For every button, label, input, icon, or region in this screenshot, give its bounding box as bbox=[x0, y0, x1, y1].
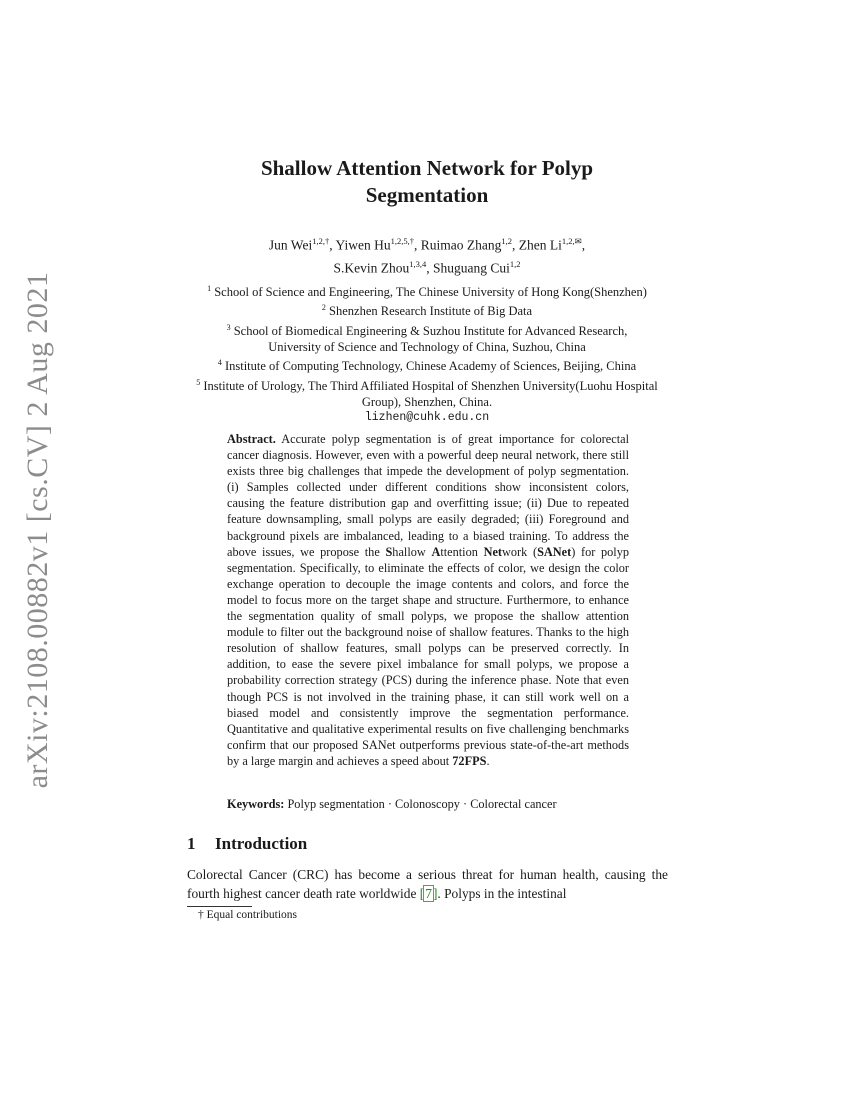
footnote: † Equal contributions bbox=[198, 909, 298, 921]
intro-text: . Polyps in the intestinal bbox=[437, 886, 567, 901]
introduction-paragraph: Colorectal Cancer (CRC) has become a serious threat for human health, causing the fourth highest cancer death rate worldwide [7]. Polyps in the intestinal bbox=[187, 867, 668, 901]
keywords-text: Polyp segmentation · Colonoscopy · Colorectal cancer bbox=[287, 797, 557, 811]
model-name-letter: S bbox=[385, 544, 393, 559]
abstract-text: Accurate polyp segmentation is of great importance for colorectal cancer diagnosis. However, even with a powerful deep neural network, there still exists three big challenges that impede the development of polyp segmentation. (i) Samples collected under different conditions show inconsistent colors, causing the feature distribution gap and overfitting issue; (ii) Due to repeated feature downsampling, small polyps are easily degraded; (iii) Foreground and background pixels are imbalanced, leading to a biased training. To address the above issues, we propose the bbox=[227, 432, 629, 559]
arxiv-identifier-stamp: arXiv:2108.00882v1 [cs.CV] 2 Aug 2021 bbox=[21, 271, 54, 789]
footnote-divider bbox=[187, 906, 252, 907]
affiliation-number: 4 bbox=[217, 358, 222, 368]
speed-value: 72FPS bbox=[452, 753, 487, 768]
affiliation-text: Institute of Computing Technology, Chinese Academy of Sciences, Beijing, China bbox=[224, 359, 637, 374]
affiliation-item bbox=[180, 320, 674, 356]
author-name: Shuguang Cui bbox=[432, 260, 510, 275]
affiliation-item bbox=[180, 355, 674, 374]
author-list: Jun Wei$^{1,2,\dagger}$, Yiwen $Hu^{1,2,5,\dagger}$, Ruimao Zhang$^{1,2}$, Zhen $Li^{1,2,✉}$, S.Kevin Zhou$^{1,3,4}$, Shuguang Cui$^{1,2}$ bbox=[268, 236, 586, 275]
contact-email: lizhen@cuhk.edu.cn bbox=[364, 411, 490, 425]
abstract-text: ) for polyp segmentation. Specifically, to eliminate the effects of color, we design the color exchange operation to decouple the image contents and colors, and force the model to focus more on the target shape and structure. Furthermore, to enhance the segmentation quality of small polyps, we propose the shallow attention module to filter out the background noise of shallow features. Thanks to the high resolution of shallow features, small polyps can be preserved correctly. In addition, to ease the severe pixel imbalance for small polyps, we propose a probability correction strategy (PCS) during the inference phase. Note that even though PCS is not involved in the training phase, it can still work well on a biased model and consistently improve the segmentation performance. Quantitative and qualitative experimental results on five challenging benchmarks confirm that our proposed SANet outperforms previous state-of-the-art methods by a large margin and achieves a speed about bbox=[227, 544, 629, 768]
citation-link[interactable]: 7 bbox=[425, 886, 432, 901]
author-name: S.Kevin Zhou bbox=[333, 260, 410, 275]
paper-title: Shallow Attention Network for Polyp Segmentation bbox=[260, 156, 594, 207]
keywords-label: Keywords: bbox=[227, 797, 285, 811]
abstract-end: . bbox=[486, 753, 490, 768]
model-name-part: work ( bbox=[502, 544, 538, 559]
affiliation-list bbox=[180, 281, 674, 426]
affiliation-text: Institute of Urology, The Third Affiliated Hospital of Shenzhen University(Luohu Hospital Group), Shenzhen, China. bbox=[203, 378, 658, 409]
model-name-letter: A bbox=[431, 544, 441, 559]
affiliation-text: School of Science and Engineering, The Chinese University of Hong Kong(Shenzhen) bbox=[214, 285, 647, 300]
author-name: Zhen Li bbox=[518, 237, 562, 253]
affiliation-item bbox=[180, 281, 674, 300]
author-affiliation-marks: 1,2,✉ bbox=[561, 236, 582, 246]
intro-text: Colorectal Cancer (CRC) has become a serious threat for human health, causing the fourth highest cancer death rate worldwide bbox=[187, 867, 668, 901]
affiliation-item bbox=[180, 375, 674, 411]
author-name: Jun Wei bbox=[268, 237, 313, 253]
affiliation-text: Shenzhen Research Institute of Big Data bbox=[329, 304, 533, 319]
section-number: 1 bbox=[187, 834, 196, 853]
author-name: Ruimao Zhang bbox=[420, 237, 502, 253]
section-heading bbox=[187, 834, 307, 854]
affiliation-number: 1 bbox=[207, 284, 212, 293]
affiliation-number: 2 bbox=[321, 303, 326, 313]
author-affiliation-marks: 1,2 bbox=[509, 258, 521, 269]
affiliation-number: 3 bbox=[226, 322, 231, 332]
model-name-part: ttention bbox=[440, 544, 484, 559]
keywords bbox=[227, 797, 629, 812]
author-name: Yiwen Hu bbox=[335, 237, 391, 253]
abstract-label: Abstract. bbox=[227, 432, 276, 446]
model-acronym: SANet bbox=[537, 544, 572, 559]
model-name-letter: Net bbox=[483, 544, 503, 559]
affiliation-text: School of Biomedical Engineering & Suzhou Institute for Advanced Research, University of Science and Technology of China, Suzhou, China bbox=[233, 323, 628, 355]
affiliation-number: 5 bbox=[196, 377, 201, 387]
author-affiliation-marks: 1,2 bbox=[501, 236, 512, 246]
abstract bbox=[227, 431, 629, 769]
author-affiliation-marks: 1,2,5,† bbox=[390, 236, 414, 246]
section-title: Introduction bbox=[215, 834, 308, 853]
model-name-part: hallow bbox=[392, 544, 432, 559]
affiliation-item bbox=[180, 300, 674, 319]
author-affiliation-marks: 1,2,† bbox=[312, 236, 330, 246]
author-affiliation-marks: 1,3,4 bbox=[409, 258, 427, 269]
